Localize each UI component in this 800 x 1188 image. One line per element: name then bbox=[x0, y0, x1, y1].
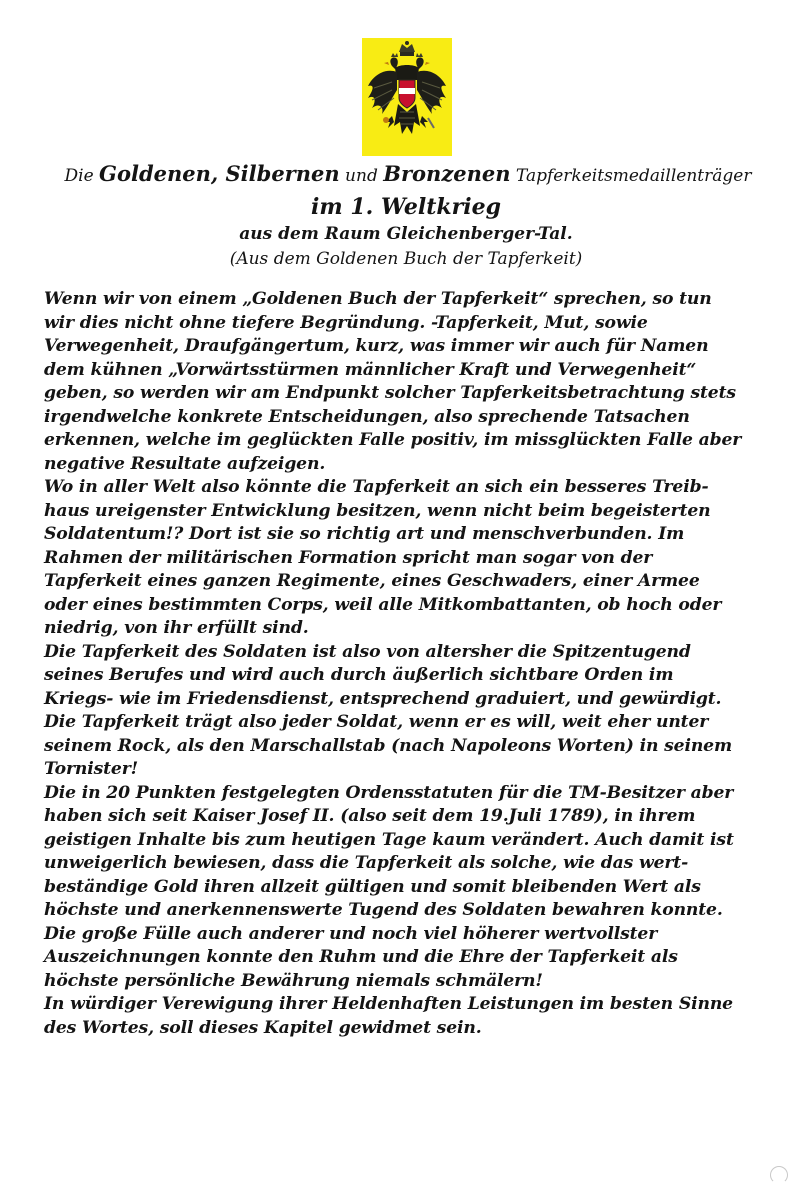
body-line: Verwegenheit, Draufgängertum, kurz, was immer wir auch für Namen bbox=[44, 336, 709, 356]
body-line: wir dies nicht ohne tiefere Begründung. -Tapferkeit, Mut, sowie bbox=[44, 312, 648, 333]
body-line: irgendwelche konkrete Entscheidungen, also sprechende Tatsachen bbox=[44, 406, 690, 427]
page-edge-mark bbox=[770, 1166, 788, 1184]
title-prefix: Die bbox=[64, 166, 100, 186]
body-line: unweigerlich bewiesen, dass die Tapferkeit als solche, wie das wert- bbox=[44, 853, 689, 873]
subtitle-source: (Aus dem Goldenen Buch der Tapferkeit) bbox=[229, 249, 583, 269]
title-golden: Goldenen, bbox=[99, 161, 219, 186]
body-line: seinem Rock, als den Marschallstab (nach Napoleons Worten) in seinem bbox=[44, 735, 732, 756]
body-line: niedrig, von ihr erfüllt sind. bbox=[44, 618, 309, 638]
body-line: Soldatentum!? Dort ist sie so richtig art und menschverbunden. Im bbox=[44, 524, 685, 544]
body-line: Auszeichnungen konnte den Ruhm und die Ehre der Tapferkeit als bbox=[44, 947, 678, 967]
title-weltkrieg: 1. Weltkrieg bbox=[350, 194, 501, 220]
body-line: dem kühnen „Vorwärtsstürmen männlicher Kraft und Verwegenheit“ bbox=[44, 359, 697, 380]
body-line: Wo in aller Welt also könnte die Tapferkeit an sich ein besseres Treib- bbox=[44, 477, 709, 497]
body-line: oder eines bestimmten Corps, weil alle Mitkombattanten, ob hoch oder bbox=[44, 594, 722, 615]
body-line: haus ureigenster Entwicklung besitzen, wenn nicht beim begeisterten bbox=[44, 500, 711, 521]
body-line: haben sich seit Kaiser Josef II. (also seit dem 19.Juli 1789), in ihrem bbox=[44, 806, 696, 826]
title-und: und bbox=[339, 166, 384, 186]
title-silver: Silbernen bbox=[218, 161, 340, 186]
body-text bbox=[44, 288, 784, 1040]
double-headed-eagle-icon bbox=[362, 38, 452, 156]
body-line: Wenn wir von einem „Goldenen Buch der Tapferkeit“ sprechen, so tun bbox=[44, 289, 712, 309]
body-line: beständige Gold ihren allzeit gültigen und somit bleibenden Wert als bbox=[44, 876, 701, 897]
body-line: höchste und anerkennenswerte Tugend des Soldaten bewahren konnte. bbox=[44, 900, 723, 920]
title-line-1 bbox=[8, 158, 800, 192]
title-im: im bbox=[311, 194, 351, 220]
body-line: geben, so werden wir am Endpunkt solcher Tapferkeitsbetrachtung stets bbox=[44, 383, 736, 403]
title-suffix: Tapferkeitsmedaillenträger bbox=[510, 166, 752, 186]
body-line: Die in 20 Punkten festgelegten Ordensstatuten für die TM-Besitzer aber bbox=[44, 782, 734, 803]
body-line: des Wortes, soll dieses Kapitel gewidmet sein. bbox=[44, 1017, 482, 1038]
body-line: In würdiger Verewigung ihrer Heldenhaften Leistungen im besten Sinne bbox=[44, 994, 733, 1014]
document-title bbox=[0, 158, 800, 272]
title-line-2 bbox=[6, 192, 800, 222]
body-line: Die Tapferkeit trägt also jeder Soldat, wenn er es will, weit eher unter bbox=[44, 712, 709, 732]
body-line: Kriegs- wie im Friedensdienst, entsprechend graduiert, und gewürdigt. bbox=[44, 688, 722, 709]
body-line: Rahmen der militärischen Formation spricht man sogar von der bbox=[44, 547, 653, 568]
body-line: geistigen Inhalte bis zum heutigen Tage kaum verändert. Auch damit ist bbox=[44, 829, 734, 850]
body-line: seines Berufes und wird auch durch äußerlich sichtbare Orden im bbox=[44, 665, 674, 685]
body-line: erkennen, welche im geglückten Falle positiv, im missglückten Falle aber bbox=[44, 430, 742, 450]
title-bronze: Bronzenen bbox=[383, 161, 511, 186]
body-line: Die große Fülle auch anderer und noch viel höherer wertvollster bbox=[44, 923, 658, 944]
body-line: Die Tapferkeit des Soldaten ist also von altersher die Spitzentugend bbox=[44, 641, 691, 662]
body-line: Tornister! bbox=[44, 759, 139, 779]
body-line: höchste persönliche Bewährung niemals schmälern! bbox=[44, 970, 543, 991]
body-line: negative Resultate aufzeigen. bbox=[44, 453, 326, 474]
coat-of-arms-emblem bbox=[362, 38, 452, 156]
subtitle-region: aus dem Raum Gleichenberger-Tal. bbox=[239, 224, 573, 244]
body-line: Tapferkeit eines ganzen Regimente, eines Geschwaders, einer Armee bbox=[44, 571, 700, 591]
